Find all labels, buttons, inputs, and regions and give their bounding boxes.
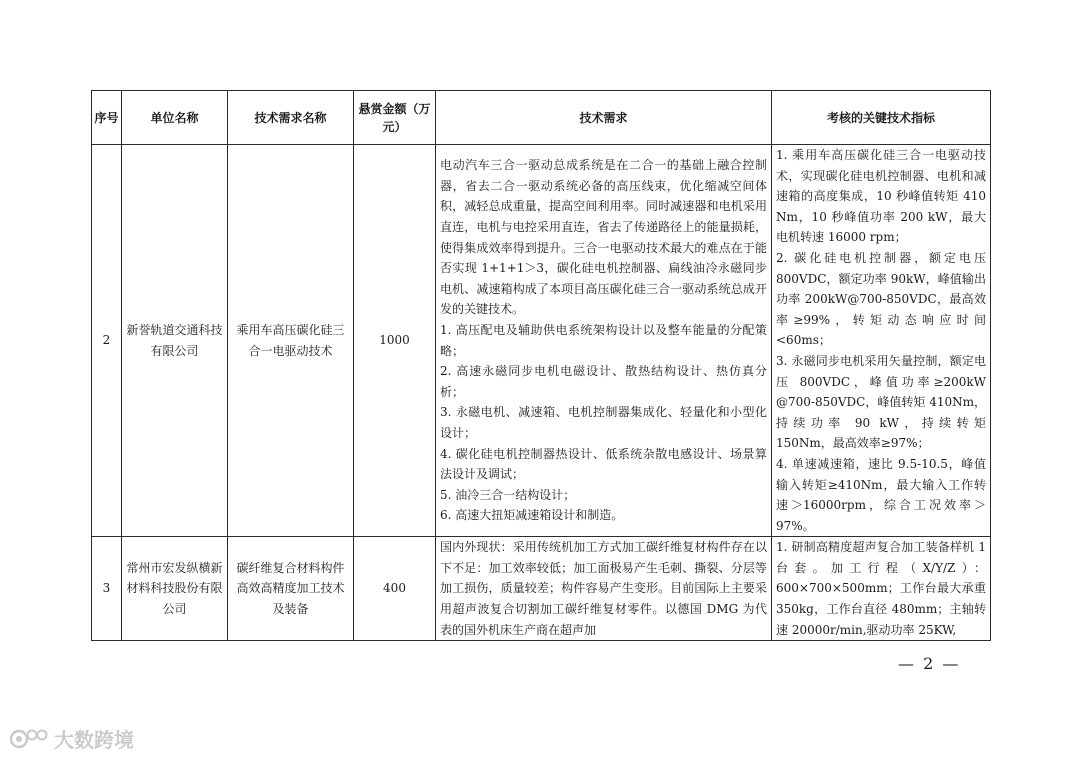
requirement-text: 国内外现状：采用传统机加工方式加工碳纤维复材构件存在以下不足：加工效率较低；加工面极易产生毛刺、撕裂、分层等加工损伤，质量较差；构件容易产生变形。目前国际上主要采用超声波复合切割加工碳纤维复材零件。以德国 DMG 为代表的国外机床生产商在超声加 xyxy=(440,540,767,637)
cell-kpi xyxy=(772,145,991,537)
cell-seq: 2 xyxy=(92,145,122,537)
header-tech-name: 技术需求名称 xyxy=(228,91,354,145)
cell-unit: 常州市宏发纵横新材料科技股份有限公司 xyxy=(122,537,228,641)
cell-requirement xyxy=(436,145,772,537)
header-seq: 序号 xyxy=(92,91,122,145)
cell-requirement xyxy=(436,537,772,641)
table-header-row xyxy=(92,91,991,145)
header-unit: 单位名称 xyxy=(122,91,228,145)
requirement-text: 电动汽车三合一驱动总成系统是在二合一的基础上融合控制器，省去二合一驱动系统必备的高压线束，优化缩减空间体积，减轻总成重量，提高空间利用率。同时减速器和电机采用直连，电机与电控采用直连，省去了传递路径上的能量损耗，使得集成效率得到提升。三合一电驱动技术最大的难点在于能否实现 1+1+1＞3，碳化硅电机控制器、扁线油冷永磁同步电机、减速箱构成了本项目高压碳化硅三合一驱动系统总成开发的关键技术。 1. 高压配电及辅助供电系统架构设计以及整车能量的分配策略； 2. 高速永磁同步电机电磁设计、散热结构设计、热仿真分析； 3. 永磁电机、减速箱、电机控制器集成化、轻量化和小型化设计； 4. 碳化硅电机控制器热设计、低系统杂散电感设计、场景算法设计及调试； 5. 油冷三合一结构设计； 6. 高速大扭矩减速箱设计和制造。 xyxy=(440,158,767,523)
header-requirement: 技术需求 xyxy=(436,91,772,145)
requirements-table xyxy=(91,90,991,641)
table-row xyxy=(92,145,991,537)
cell-kpi xyxy=(772,537,991,641)
header-reward: 悬赏金额（万元） xyxy=(354,91,436,145)
cell-unit: 新誉轨道交通科技有限公司 xyxy=(122,145,228,537)
watermark-text: 大数跨境 xyxy=(54,728,134,752)
page-number: — 2 — xyxy=(898,654,961,673)
cell-reward: 400 xyxy=(354,537,436,641)
cell-seq: 3 xyxy=(92,537,122,641)
cell-tech-name: 碳纤维复合材料构件高效高精度加工技术及装备 xyxy=(228,537,354,641)
cell-reward: 1000 xyxy=(354,145,436,537)
header-kpi: 考核的关键技术指标 xyxy=(772,91,991,145)
watermark xyxy=(10,724,134,753)
brand-logo-icon xyxy=(10,726,50,752)
kpi-text: 1. 研制高精度超声复合加工装备样机 1 台套。加工行程（X/Y/Z）：600×700×500mm；工作台最大承重 350kg，工作台直径 480mm；主轴转速 20000r/min,驱动功率 25KW, xyxy=(776,540,986,637)
cell-tech-name: 乘用车高压碳化硅三合一电驱动技术 xyxy=(228,145,354,537)
table-row xyxy=(92,537,991,641)
kpi-text: 1. 乘用车高压碳化硅三合一电驱动技术，实现碳化硅电机控制器、电机和减速箱的高度集成，10 秒峰值转矩 410 Nm，10 秒峰值功率 200 kW，最大电机转速 16000 rpm； 2. 碳化硅电机控制器，额定电压 800VDC，额定功率 90kW，峰值输出功率 200kW@700-850VDC，最高效率≥99%，转矩动态响应时间<60ms； 3. 永磁同步电机采用矢量控制，额定电压 800VDC，峰值功率≥200kW @700-850VDC，峰值转矩 410Nm，持续功率 90 kW，持续转矩 150Nm，最高效率≥97%； 4. 单速减速箱，速比 9.5-10.5，峰值输入转矩≥410Nm，最大输入工作转速＞16000rpm，综合工况效率＞97%。 xyxy=(776,148,986,533)
